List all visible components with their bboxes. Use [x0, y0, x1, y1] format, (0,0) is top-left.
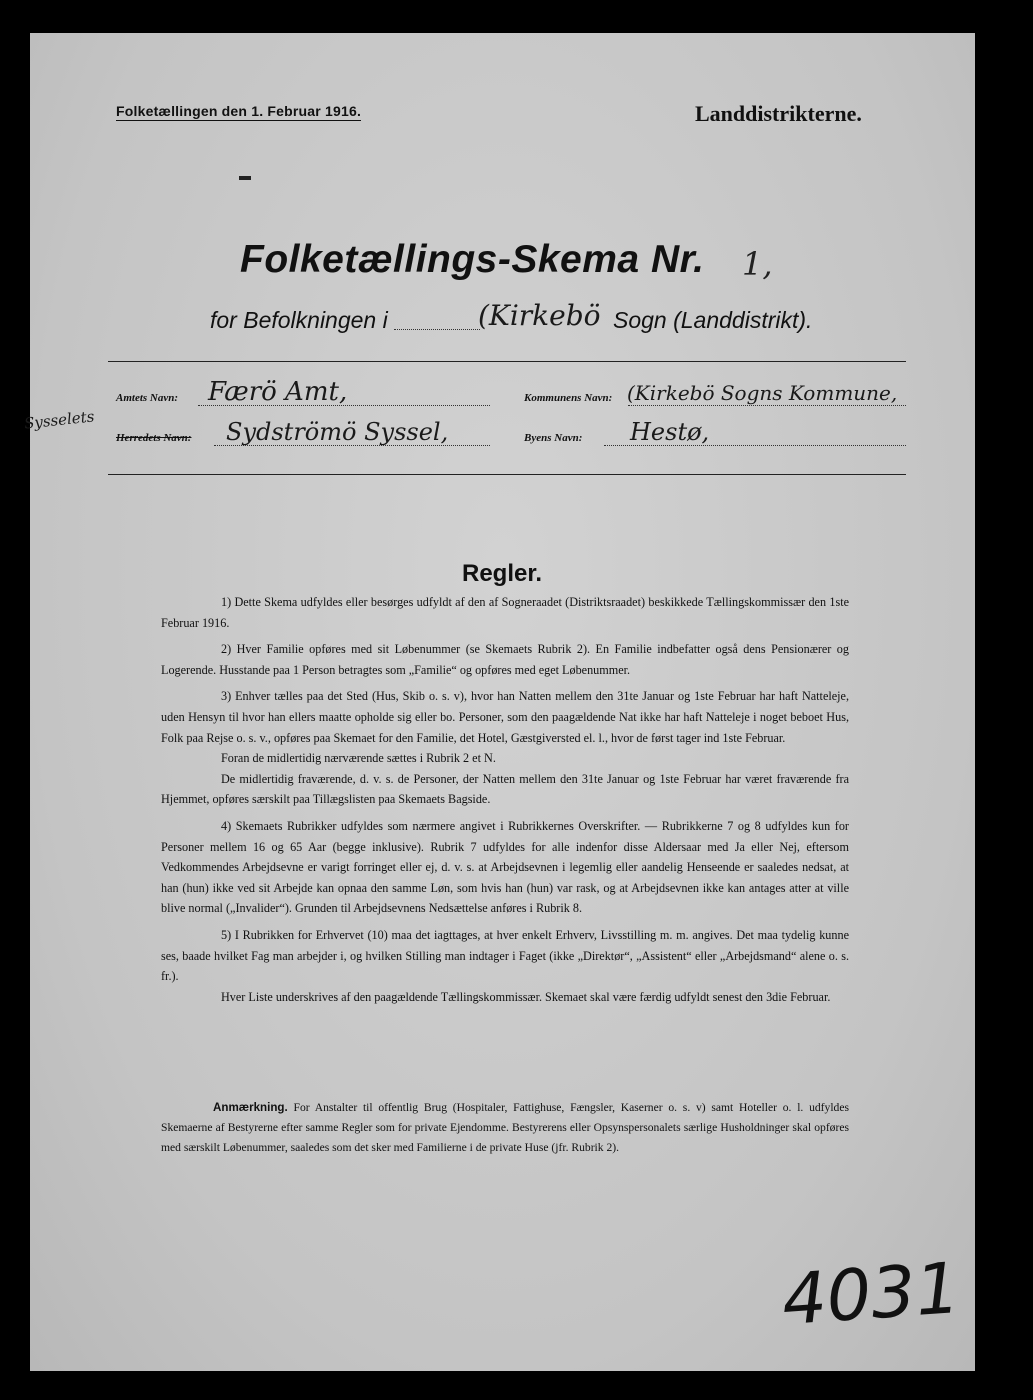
herred-label: Herredets Navn: — [116, 432, 192, 444]
note-label: Anmærkning. — [213, 1101, 288, 1114]
note-text: For Anstalter til offentlig Brug (Hospitaler, Fattighuse, Fængsler, Kaserner o. s. v) samt Hoteller o. l. udfyldes Skemaerne af Bestyrerne efter samme Regler som for private Ejendomme. Bestyrerens eller Opsynspersonalets særlige Husholdninger skal opføres med særskilt Løbenummer, saaledes som det sker med Familierne i de private Huse (jfr. Rubrik 2). — [161, 1101, 850, 1154]
rule-signature: Hver Liste underskrives af den paagældende Tællingskommissær. Skemaet skal være færdig udfyldt senest den 3die Februar. — [221, 989, 831, 1004]
form-title: Folketællings-Skema Nr. — [240, 238, 705, 281]
amt-value: Færö Amt, — [208, 377, 348, 407]
divider-bottom — [108, 474, 906, 475]
kommune-label: Kommunens Navn: — [524, 392, 613, 404]
dotted-line — [394, 329, 480, 330]
rule-3-fravaerende: De midlertidig fraværende, d. v. s. de Personer, der Natten mellem den 31te Januar og 1ste Februar har været fraværende fra Hjemmet, opføres særskilt paa Tillægslisten paa Skemaets Bagside. — [161, 771, 849, 807]
kommune-value: (Kirkebö Sogns Kommune, — [627, 381, 898, 405]
herred-margin-note: Sysselets — [23, 407, 96, 433]
annotation-note — [161, 1098, 849, 1158]
form-number: 1, — [742, 245, 773, 283]
rule-4: 4) Skemaets Rubrikker udfyldes som nærmere angivet i Rubrikkernes Overskrifter. — Rubrikkerne 7 og 8 udfyldes kun for Personer mellem 16 og 65 Aar (begge inklusive). Rubrik 7 udfyldes for alle indenfor disse Aldersaar med Ja eller Nej, eftersom Vedkommendes Arbejdsevne er varigt forringet eller ej, d. v. s. at Arbejdsevnen i legemlig eller aandelig Henseende er saaledes nedsat, at han (hun) ikke ved sit Arbejde kan opnaa den samme Løn, som hvis han (hun) var rask, og at Arbejdsevnen ikke kan antages atter at ville blive normal („Invalider“). Grunden til Arbejdsevnens Nedsættelse anføres i Rubrik 8. — [161, 818, 849, 916]
rule-3-foran: Foran de midlertidig nærværende sættes i Rubrik 2 et N. — [221, 751, 496, 766]
by-value: Hestø, — [630, 418, 710, 446]
census-date-header: Folketællingen den 1. Februar 1916. — [116, 103, 362, 119]
rule-3: 3) Enhver tælles paa det Sted (Hus, Skib o. s. v), hvor han Natten mellem den 31te Januar og 1ste Februar har haft Natteleje, uden Hensyn til hvor han ellers maatte opholde sig eller bo. Personer, som den paagældende Nat ikke har haft Natteleje i noget beboet Hus, Folk paa Rejse o. s. v., opføres paa Skemaet for den Familie, det Hotel, Gæstgiversted el. l., hvor de først tager ind 1ste Februar. — [161, 689, 849, 745]
population-prefix: for Befolkningen i — [210, 307, 388, 333]
amt-label: Amtets Navn: — [116, 392, 179, 404]
archive-number: 4031 — [779, 1246, 963, 1342]
kommune-dotted-line — [628, 405, 906, 406]
rule-1: 1) Dette Skema udfyldes eller besørges udfyldt af den af Sogneraadet (Distriktsraadet) beskikkede Tællingskommissær den 1ste Februar 1916. — [161, 595, 849, 630]
parish-suffix: Sogn (Landdistrikt). — [613, 307, 813, 333]
divider-top — [108, 361, 906, 362]
rule-5: 5) I Rubrikken for Erhvervet (10) maa det iagttages, at hver enkelt Erhverv, Livsstilling m. m. angives. Det maa tydelig kunne ses, baade hvilket Fag man arbejder i, og hvilken Stilling man indtager i Faget (ikke „Direktør“, „Assistent“ eller „Arbejdsmand“ alene o. s. fr.). — [161, 927, 849, 984]
by-label: Byens Navn: — [524, 432, 583, 444]
ink-mark — [239, 176, 251, 180]
rules-heading: Regler. — [462, 560, 543, 587]
rules-text — [161, 592, 849, 1007]
district-header: Landdistrikterne. — [695, 101, 862, 126]
census-form-page — [23, 33, 975, 1371]
rule-2: 2) Hver Familie opføres med sit Løbenummer (se Skemaets Rubrik 2). En Familie indbefatter også dens Pensionærer og Logerende. Husstande paa 1 Person betragtes som „Familie“ og opføres med eget Løbenummer. — [161, 642, 849, 677]
parish-handwritten: (Kirkebö — [478, 299, 601, 332]
herred-value: Sydströmö Syssel, — [226, 418, 449, 446]
